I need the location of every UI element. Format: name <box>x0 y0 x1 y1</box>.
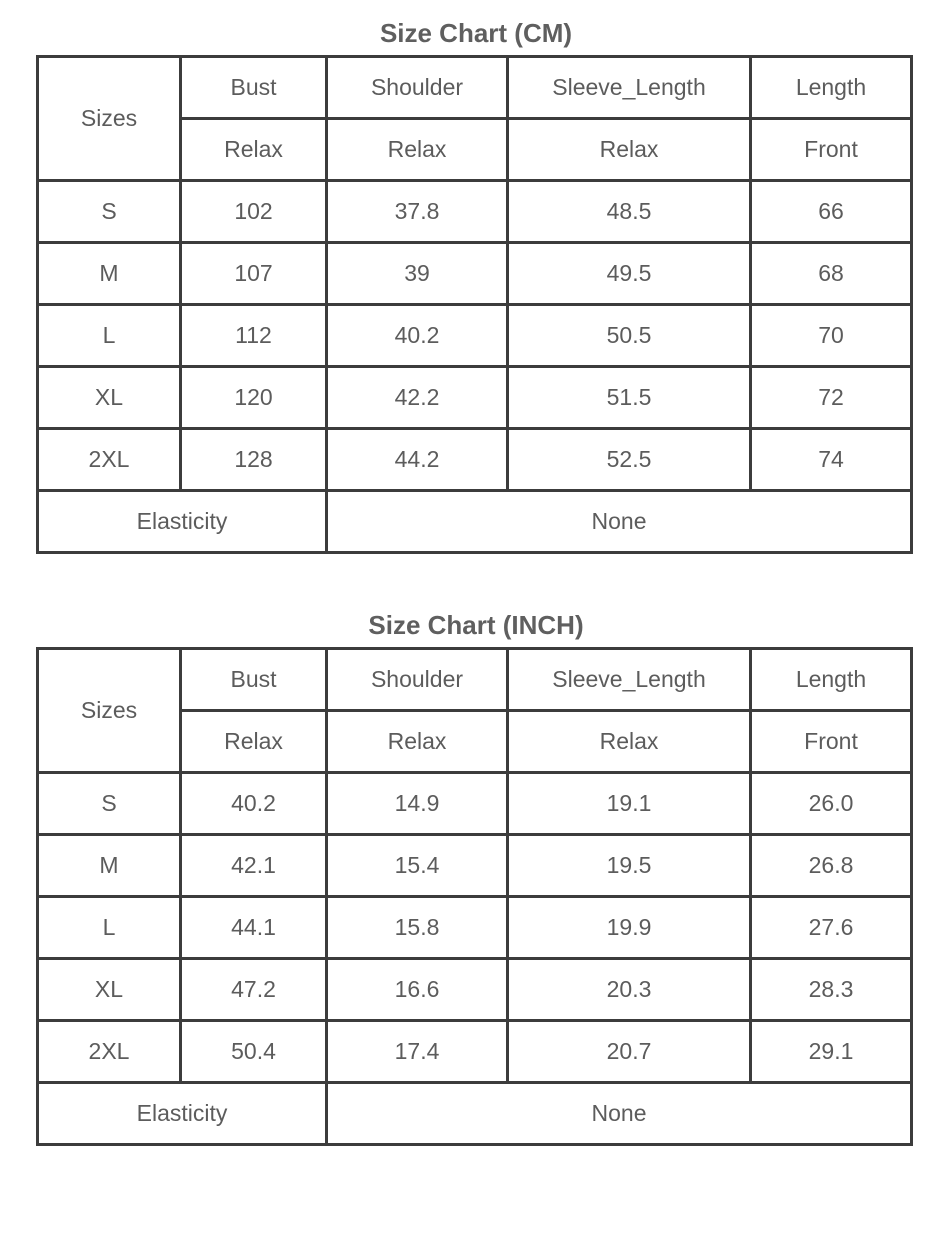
value-cell: 102 <box>181 181 327 243</box>
value-cell: 20.7 <box>508 1021 751 1083</box>
size-cell: L <box>38 897 181 959</box>
column-subheader-bust: Relax <box>181 119 327 181</box>
value-cell: 29.1 <box>751 1021 912 1083</box>
size-cell: L <box>38 305 181 367</box>
column-header-sleeve-length: Sleeve_Length <box>508 57 751 119</box>
size-cell: XL <box>38 959 181 1021</box>
elasticity-value: None <box>327 1083 912 1145</box>
value-cell: 51.5 <box>508 367 751 429</box>
table-row <box>38 835 912 897</box>
chart-title-cm: Size Chart (CM) <box>379 18 573 48</box>
table-row <box>38 367 912 429</box>
value-cell: 72 <box>751 367 912 429</box>
column-header-shoulder: Shoulder <box>327 649 508 711</box>
value-cell: 19.1 <box>508 773 751 835</box>
value-cell: 68 <box>751 243 912 305</box>
table-row <box>38 959 912 1021</box>
value-cell: 74 <box>751 429 912 491</box>
size-cell: S <box>38 773 181 835</box>
chart-title-inch: Size Chart (INCH) <box>368 610 584 640</box>
value-cell: 107 <box>181 243 327 305</box>
elasticity-row <box>38 491 912 553</box>
value-cell: 14.9 <box>327 773 508 835</box>
value-cell: 40.2 <box>327 305 508 367</box>
value-cell: 50.5 <box>508 305 751 367</box>
value-cell: 37.8 <box>327 181 508 243</box>
table-row <box>38 243 912 305</box>
size-cell: M <box>38 835 181 897</box>
value-cell: 66 <box>751 181 912 243</box>
column-subheader-bust: Relax <box>181 711 327 773</box>
value-cell: 52.5 <box>508 429 751 491</box>
size-cell: M <box>38 243 181 305</box>
value-cell: 39 <box>327 243 508 305</box>
value-cell: 27.6 <box>751 897 912 959</box>
sizes-header: Sizes <box>38 649 181 773</box>
value-cell: 48.5 <box>508 181 751 243</box>
value-cell: 42.1 <box>181 835 327 897</box>
table-row <box>38 305 912 367</box>
table-row <box>38 897 912 959</box>
value-cell: 26.0 <box>751 773 912 835</box>
value-cell: 26.8 <box>751 835 912 897</box>
column-header-shoulder: Shoulder <box>327 57 508 119</box>
size-table-cm <box>36 55 913 554</box>
column-header-sleeve-length: Sleeve_Length <box>508 649 751 711</box>
value-cell: 17.4 <box>327 1021 508 1083</box>
header-row <box>38 57 912 119</box>
table-row <box>38 1021 912 1083</box>
value-cell: 50.4 <box>181 1021 327 1083</box>
column-header-length: Length <box>751 57 912 119</box>
size-cell: S <box>38 181 181 243</box>
column-subheader-shoulder: Relax <box>327 119 508 181</box>
value-cell: 47.2 <box>181 959 327 1021</box>
column-subheader-length: Front <box>751 711 912 773</box>
value-cell: 15.4 <box>327 835 508 897</box>
value-cell: 15.8 <box>327 897 508 959</box>
value-cell: 19.9 <box>508 897 751 959</box>
elasticity-label: Elasticity <box>38 491 327 553</box>
sizes-header: Sizes <box>38 57 181 181</box>
elasticity-label: Elasticity <box>38 1083 327 1145</box>
column-header-bust: Bust <box>181 57 327 119</box>
value-cell: 28.3 <box>751 959 912 1021</box>
header-row <box>38 649 912 711</box>
elasticity-value: None <box>327 491 912 553</box>
value-cell: 20.3 <box>508 959 751 1021</box>
column-header-length: Length <box>751 649 912 711</box>
value-cell: 112 <box>181 305 327 367</box>
size-cell: 2XL <box>38 1021 181 1083</box>
value-cell: 19.5 <box>508 835 751 897</box>
value-cell: 16.6 <box>327 959 508 1021</box>
column-subheader-shoulder: Relax <box>327 711 508 773</box>
column-header-bust: Bust <box>181 649 327 711</box>
size-cell: 2XL <box>38 429 181 491</box>
value-cell: 120 <box>181 367 327 429</box>
column-subheader-sleeve-length: Relax <box>508 119 751 181</box>
value-cell: 40.2 <box>181 773 327 835</box>
size-cell: XL <box>38 367 181 429</box>
value-cell: 128 <box>181 429 327 491</box>
table-row <box>38 773 912 835</box>
value-cell: 49.5 <box>508 243 751 305</box>
value-cell: 44.1 <box>181 897 327 959</box>
size-table-inch <box>36 647 913 1146</box>
table-row <box>38 429 912 491</box>
value-cell: 44.2 <box>327 429 508 491</box>
column-subheader-length: Front <box>751 119 912 181</box>
column-subheader-sleeve-length: Relax <box>508 711 751 773</box>
elasticity-row <box>38 1083 912 1145</box>
value-cell: 42.2 <box>327 367 508 429</box>
table-row <box>38 181 912 243</box>
value-cell: 70 <box>751 305 912 367</box>
